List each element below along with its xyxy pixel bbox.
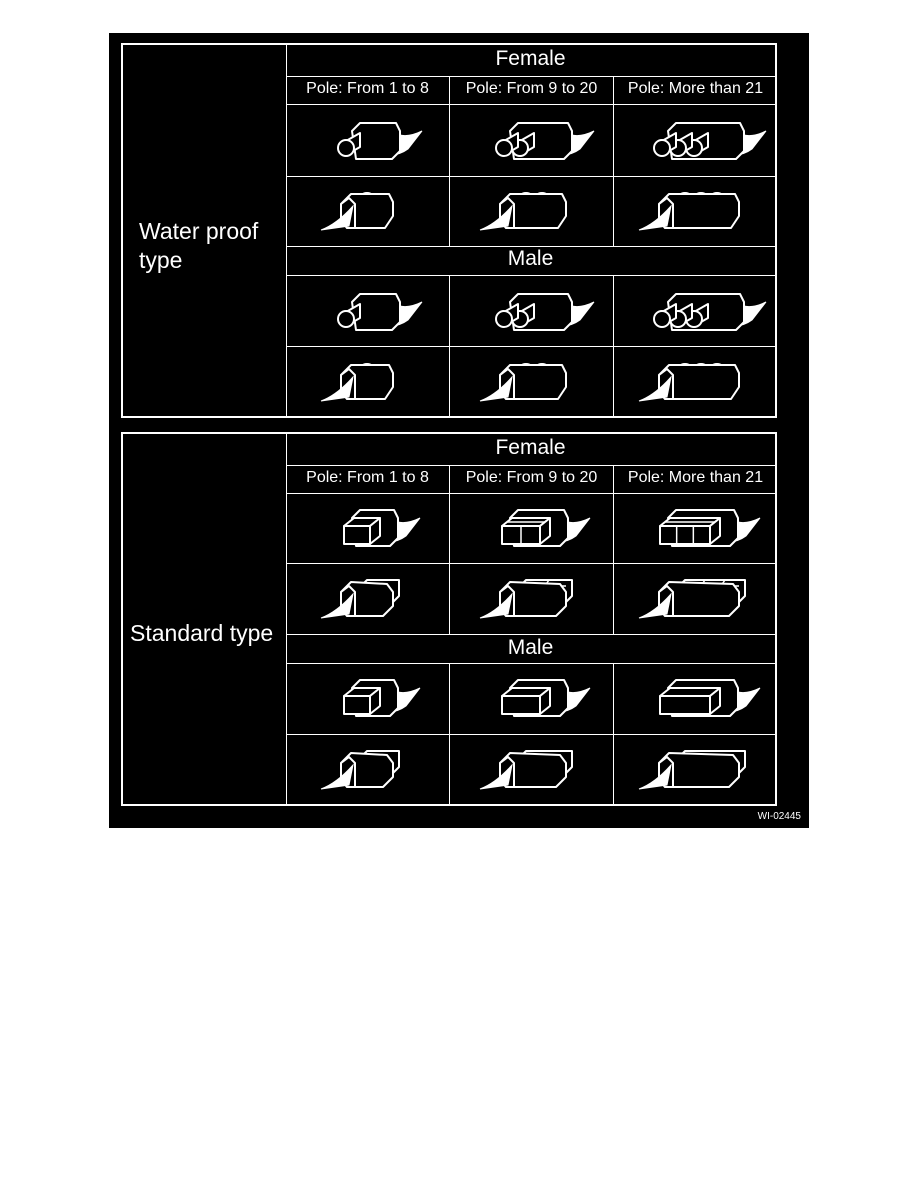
square-housing-2-icon [450, 735, 613, 806]
square-housing-1-icon [286, 735, 449, 806]
round-housing-3-icon [614, 347, 777, 418]
round-connector-3-icon [614, 276, 777, 347]
square-connector-1-icon [286, 494, 449, 565]
connector-type-figure [109, 33, 809, 828]
round-housing-1-icon [286, 176, 449, 247]
waterproof-label-line2: type [139, 247, 183, 273]
round-connector-2-icon [450, 276, 613, 347]
square-housing-2-icon [450, 564, 613, 635]
square-connector-1-icon [286, 664, 449, 735]
square-connector-3-icon [614, 664, 777, 735]
pole-header-21-plus: Pole: More than 21 [627, 469, 764, 486]
female-header: Female [495, 47, 566, 70]
female-header: Female [495, 436, 566, 459]
waterproof-label [139, 217, 258, 275]
round-connector-1-icon [286, 276, 449, 347]
waterproof-panel [121, 43, 777, 418]
square-connector-3-icon [614, 494, 777, 565]
male-header: Male [507, 636, 554, 659]
pole-header-9-20: Pole: From 9 to 20 [465, 469, 598, 486]
waterproof-label-line1: Water proof [139, 218, 259, 244]
round-connector-3-icon [614, 105, 777, 176]
round-housing-2-icon [450, 347, 613, 418]
square-housing-3-icon [614, 564, 777, 635]
pole-header-1-8: Pole: From 1 to 8 [306, 80, 429, 97]
square-connector-2-icon [450, 664, 613, 735]
figure-code: WI-02445 [757, 811, 801, 822]
round-housing-1-icon [286, 347, 449, 418]
pole-header-9-20: Pole: From 9 to 20 [465, 80, 598, 97]
standard-grid [286, 434, 775, 804]
pole-header-1-8: Pole: From 1 to 8 [306, 469, 429, 486]
standard-label: Standard type [130, 620, 274, 646]
pole-header-21-plus: Pole: More than 21 [627, 80, 764, 97]
square-housing-3-icon [614, 735, 777, 806]
male-header: Male [507, 247, 554, 270]
waterproof-grid [286, 45, 775, 416]
round-connector-2-icon [450, 105, 613, 176]
round-housing-2-icon [450, 176, 613, 247]
square-housing-1-icon [286, 564, 449, 635]
square-connector-2-icon [450, 494, 613, 565]
round-connector-1-icon [286, 105, 449, 176]
round-housing-3-icon [614, 176, 777, 247]
standard-panel [121, 432, 777, 806]
